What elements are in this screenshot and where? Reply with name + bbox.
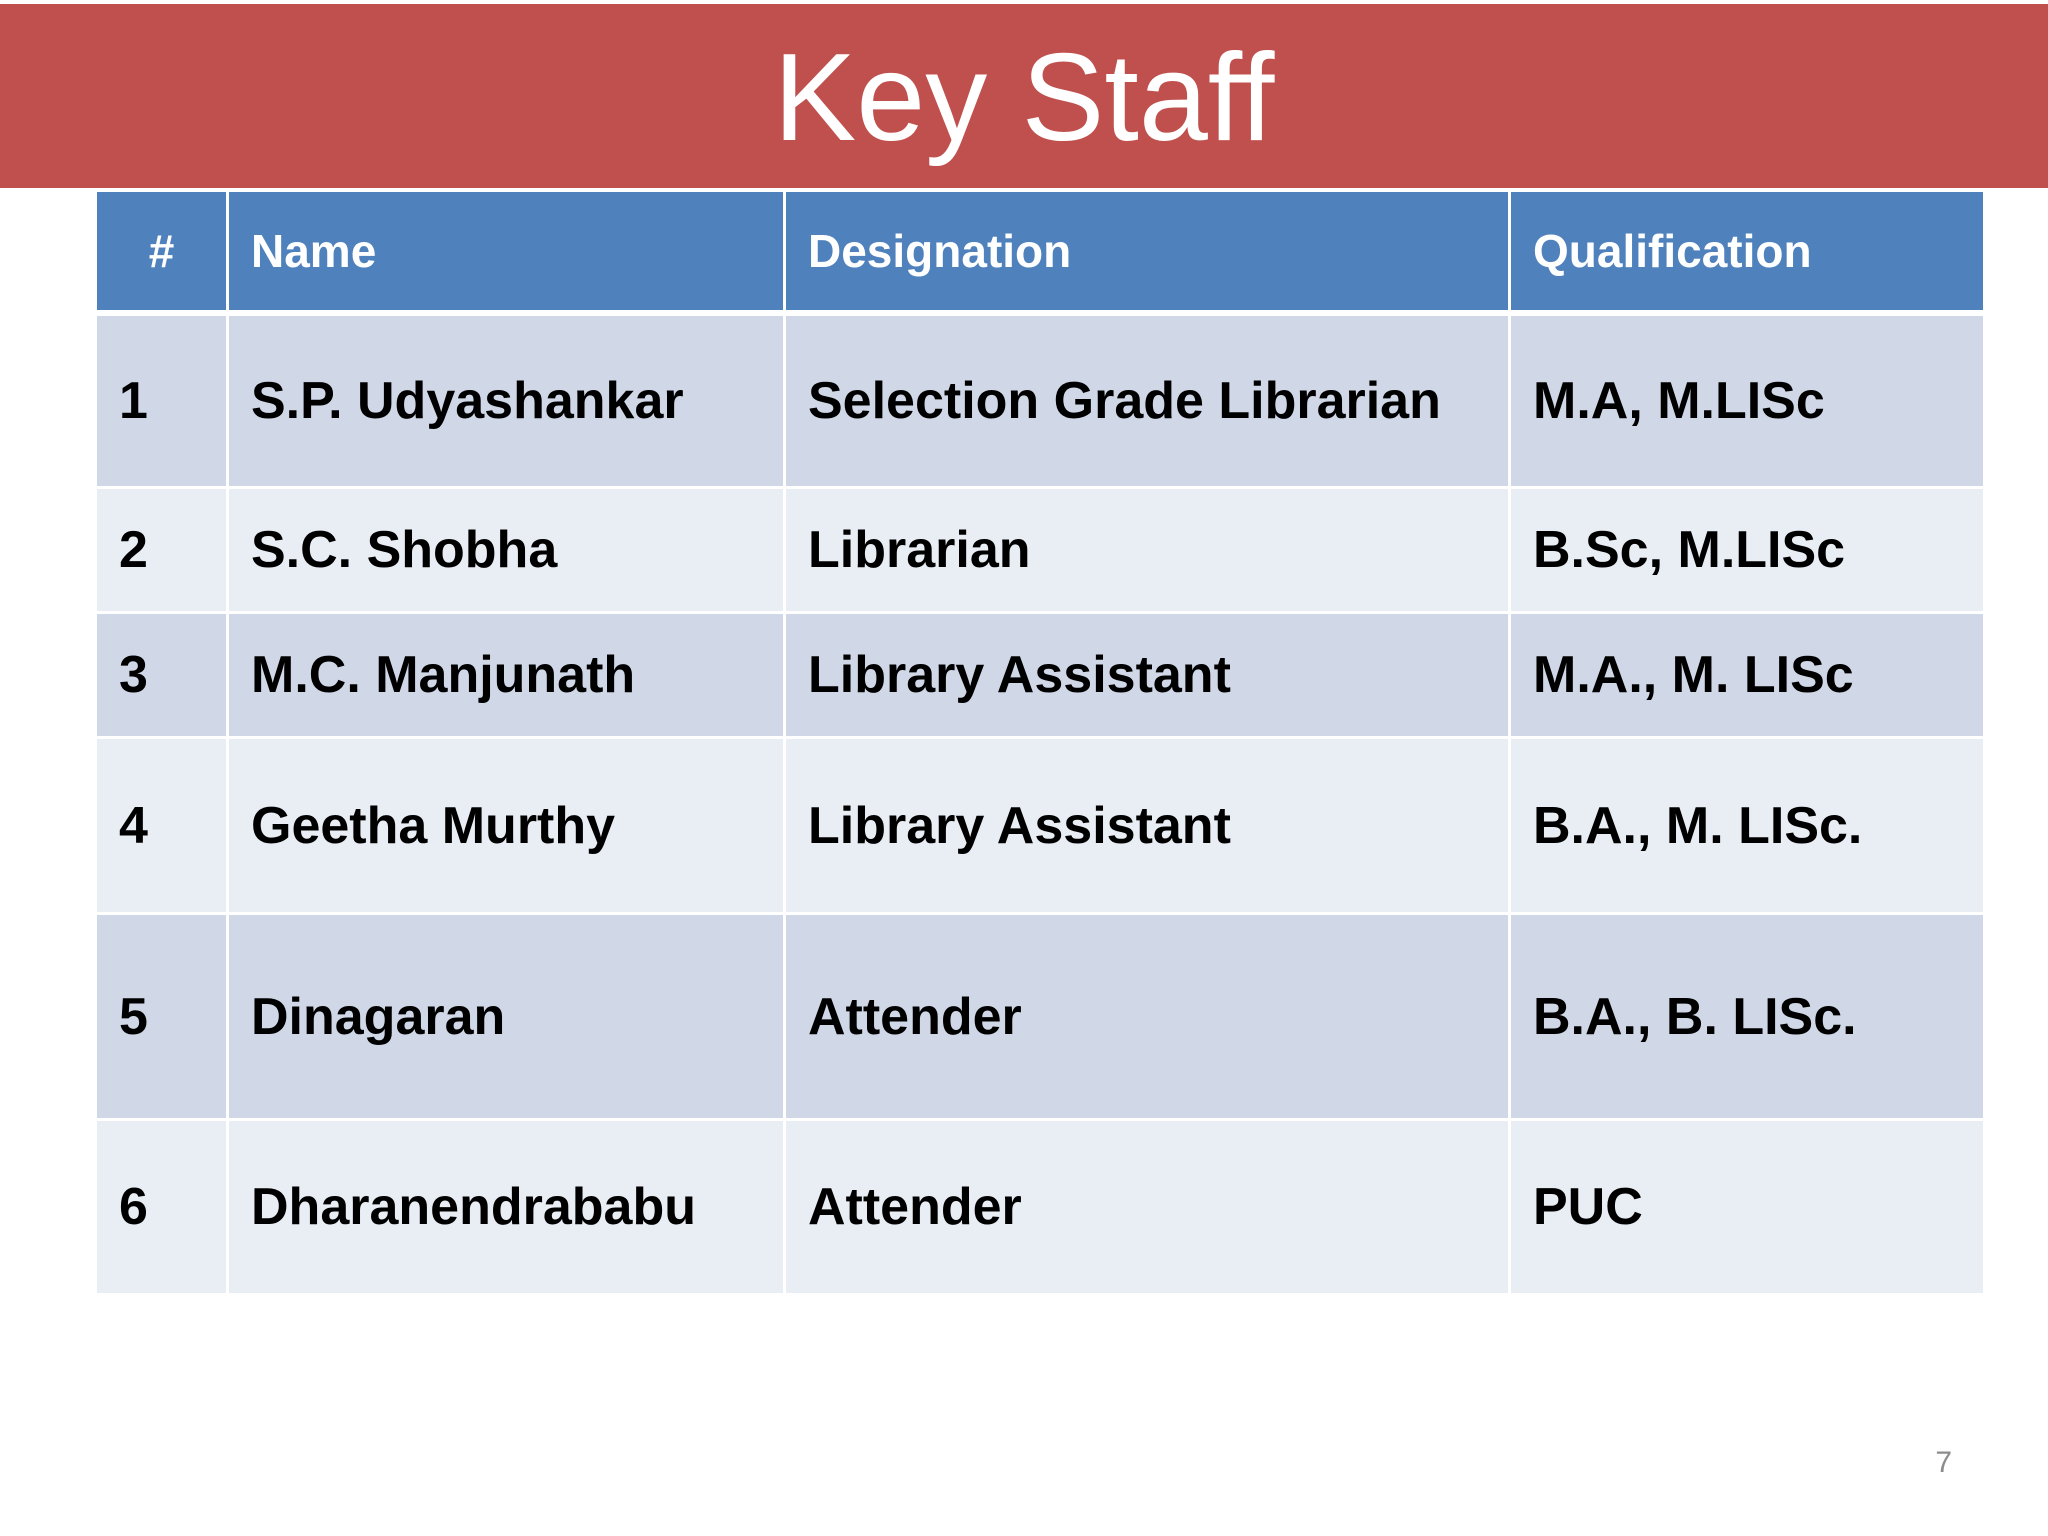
- table-row: [97, 1121, 1983, 1296]
- page-number: 7: [1935, 1446, 1952, 1479]
- slide-title: Key Staff: [773, 29, 1275, 167]
- header-row: [97, 192, 1983, 316]
- table-row: [97, 739, 1983, 915]
- staff-table-container: [97, 192, 1983, 1296]
- cell-qualification: M.A, M.LISc: [1511, 316, 1983, 489]
- cell-number: 1: [97, 316, 229, 489]
- cell-number: 4: [97, 739, 229, 915]
- cell-designation: Librarian: [786, 489, 1511, 614]
- staff-table: [97, 192, 1983, 1296]
- cell-name: M.C. Manjunath: [229, 614, 786, 739]
- cell-designation: Selection Grade Librarian: [786, 316, 1511, 489]
- title-bar: [0, 4, 2048, 188]
- table-row: [97, 614, 1983, 739]
- cell-number: 6: [97, 1121, 229, 1296]
- table-row: [97, 316, 1983, 489]
- cell-number: 2: [97, 489, 229, 614]
- header-name: Name: [229, 192, 786, 316]
- cell-qualification: B.A., M. LISc.: [1511, 739, 1983, 915]
- header-number: #: [97, 192, 229, 316]
- cell-name: S.P. Udyashankar: [229, 316, 786, 489]
- cell-name: Dharanendrababu: [229, 1121, 786, 1296]
- cell-name: S.C. Shobha: [229, 489, 786, 614]
- table-row: [97, 915, 1983, 1121]
- cell-designation: Attender: [786, 1121, 1511, 1296]
- cell-designation: Library Assistant: [786, 739, 1511, 915]
- table-body: [97, 316, 1983, 1296]
- table-header: [97, 192, 1983, 316]
- cell-qualification: B.Sc, M.LISc: [1511, 489, 1983, 614]
- cell-designation: Attender: [786, 915, 1511, 1121]
- header-qualification: Qualification: [1511, 192, 1983, 316]
- cell-qualification: PUC: [1511, 1121, 1983, 1296]
- cell-name: Geetha Murthy: [229, 739, 786, 915]
- header-designation: Designation: [786, 192, 1511, 316]
- table-row: [97, 489, 1983, 614]
- cell-name: Dinagaran: [229, 915, 786, 1121]
- cell-qualification: M.A., M. LISc: [1511, 614, 1983, 739]
- cell-qualification: B.A., B. LISc.: [1511, 915, 1983, 1121]
- cell-number: 5: [97, 915, 229, 1121]
- cell-designation: Library Assistant: [786, 614, 1511, 739]
- cell-number: 3: [97, 614, 229, 739]
